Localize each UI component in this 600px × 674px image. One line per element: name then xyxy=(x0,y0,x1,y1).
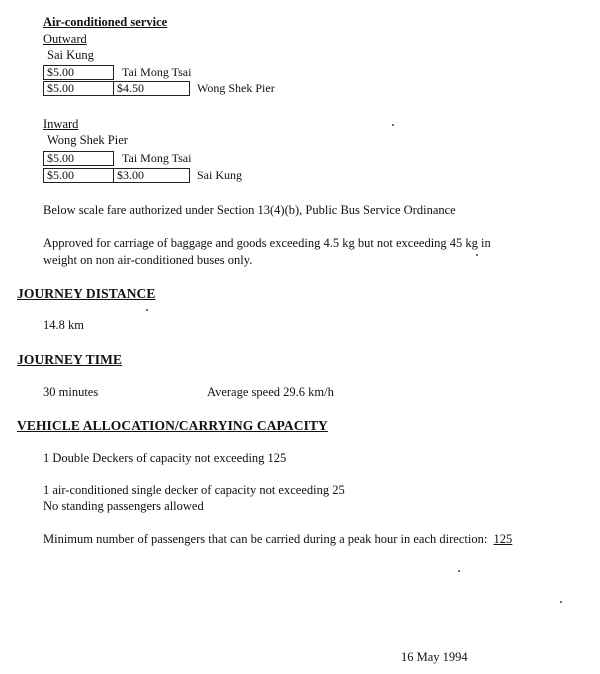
min-passengers-line xyxy=(43,532,512,547)
journey-distance-heading: JOURNEY DISTANCE xyxy=(17,286,156,301)
journey-time-heading: JOURNEY TIME xyxy=(17,352,123,367)
inward-origin: Wong Shek Pier xyxy=(47,133,128,147)
fare-value: $5.00 xyxy=(47,81,74,95)
outward-fare-row1 xyxy=(43,65,114,80)
document-date: 16 May 1994 xyxy=(401,650,468,664)
journey-distance-value: 14.8 km xyxy=(43,318,84,332)
baggage-note-line1: Approved for carriage of baggage and goods exceeding 4.5 kg but not exceeding 45 kg in xyxy=(43,236,491,250)
outward-label: Outward xyxy=(43,32,87,46)
outward-fare-row2-col2 xyxy=(113,81,190,96)
fare-value: $5.00 xyxy=(47,151,74,165)
scan-speck xyxy=(392,124,394,126)
outward-stop-row2: Wong Shek Pier xyxy=(197,81,275,95)
scan-speck xyxy=(146,309,148,311)
service-title: Air-conditioned service xyxy=(43,15,168,29)
fare-value: $5.00 xyxy=(47,65,74,79)
vehicle-line2: 1 air-conditioned single decker of capacity not exceeding 25 xyxy=(43,483,345,497)
outward-stop-row1: Tai Mong Tsai xyxy=(122,65,192,79)
inward-fare-row2-col2 xyxy=(113,168,190,183)
vehicle-allocation-heading: VEHICLE ALLOCATION/CARRYING CAPACITY xyxy=(17,418,328,433)
inward-label: Inward xyxy=(43,117,79,131)
inward-fare-row2-col1 xyxy=(43,168,114,183)
inward-stop-row2: Sai Kung xyxy=(197,168,242,182)
scan-speck xyxy=(476,254,478,256)
scan-speck xyxy=(560,601,562,603)
average-speed: Average speed 29.6 km/h xyxy=(207,385,334,399)
inward-stop-row1: Tai Mong Tsai xyxy=(122,151,192,165)
fare-value: $3.00 xyxy=(117,168,144,182)
outward-origin: Sai Kung xyxy=(47,48,94,62)
vehicle-line3: No standing passengers allowed xyxy=(43,499,204,513)
scan-speck xyxy=(458,570,460,572)
journey-time-value: 30 minutes xyxy=(43,385,99,399)
authorization-note: Below scale fare authorized under Section 13(4)(b), Public Bus Service Ordinance xyxy=(43,203,456,217)
inward-fare-row1 xyxy=(43,151,114,166)
min-passengers-value: 125 xyxy=(493,532,513,546)
baggage-note-line2: weight on non air-conditioned buses only. xyxy=(43,253,253,267)
vehicle-line1: 1 Double Deckers of capacity not exceeding 125 xyxy=(43,451,287,465)
outward-fare-row2-col1 xyxy=(43,81,114,96)
min-passengers-text: Minimum number of passengers that can be carried during a peak hour in each direction: xyxy=(43,532,488,546)
fare-value: $4.50 xyxy=(117,81,144,95)
fare-value: $5.00 xyxy=(47,168,74,182)
